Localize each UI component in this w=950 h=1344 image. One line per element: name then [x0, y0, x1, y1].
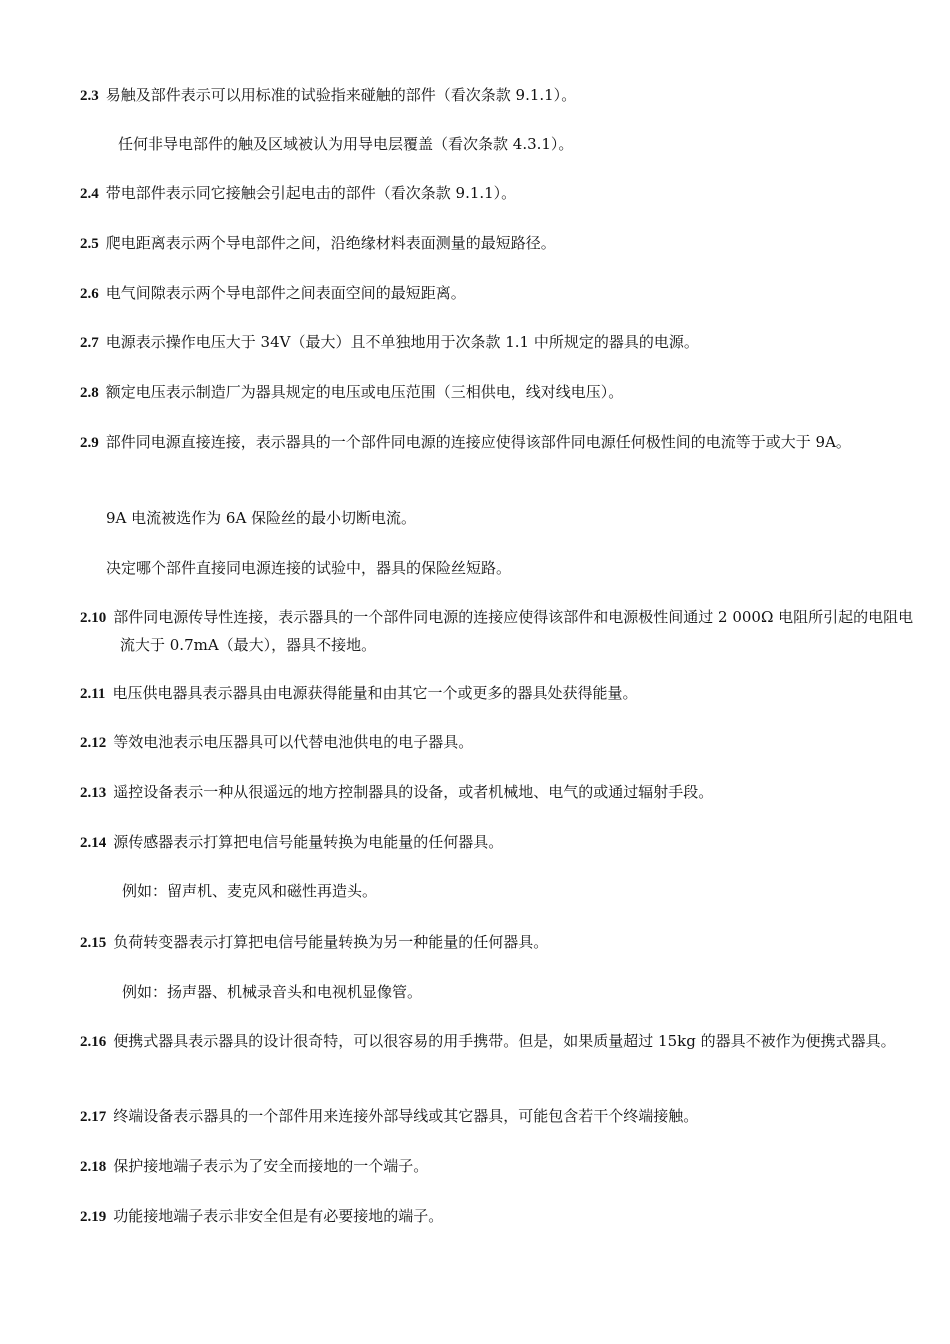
- clause-number: 2.13: [80, 785, 107, 801]
- note-text: 决定哪个部件直接同电源连接的试验中，器具的保险丝短路。: [106, 559, 512, 577]
- clause-text: 易触及部件表示可以用标准的试验指来碰触的部件（看次条款 9.1.1）。: [105, 86, 577, 104]
- clause-text: 负荷转变器表示打算把电信号能量转换为另一种能量的任何器具。: [113, 933, 549, 951]
- clause-number: 2.6: [80, 286, 99, 302]
- clause-2-12: [80, 729, 915, 757]
- clause-2-11: [80, 680, 915, 708]
- clause-2-6: [80, 280, 909, 308]
- clause-number: 2.8: [80, 385, 99, 401]
- clause-2-9: [80, 429, 909, 457]
- clause-2-15-example: [122, 979, 877, 1006]
- clause-2-4: [80, 180, 909, 208]
- clause-text: 遥控设备表示一种从很遥远的地方控制器具的设备，或者机械地、电气的或通过辐射手段。: [113, 783, 714, 801]
- clause-2-3-note: [118, 131, 878, 158]
- clause-text: 源传感器表示打算把电信号能量转换为电能量的任何器具。: [113, 833, 504, 851]
- clause-number: 2.14: [80, 835, 107, 851]
- note-text: 任何非导电部件的触及区域被认为用导电层覆盖（看次条款 4.3.1）。: [118, 135, 574, 153]
- clause-text: 带电部件表示同它接触会引起电击的部件（看次条款 9.1.1）。: [105, 184, 517, 202]
- clause-2-18: [80, 1153, 915, 1181]
- clause-2-8: [80, 379, 909, 407]
- clause-number: 2.17: [80, 1109, 107, 1125]
- clause-2-15: [80, 929, 915, 957]
- clause-text: 便携式器具表示器具的设计很奇特，可以很容易的用手携带。但是，如果质量超过 15kg 的器具不被作为便携式器具。: [113, 1032, 896, 1050]
- note-text: 9A 电流被选作为 6A 保险丝的最小切断电流。: [106, 509, 417, 527]
- clause-2-9-note-1: [106, 505, 876, 532]
- clause-2-17: [80, 1103, 915, 1131]
- clause-number: 2.16: [80, 1034, 107, 1050]
- clause-text: 额定电压表示制造厂为器具规定的电压或电压范围（三相供电，线对线电压）。: [105, 383, 624, 401]
- clause-number: 2.19: [80, 1209, 107, 1225]
- clause-text: 电气间隙表示两个导电部件之间表面空间的最短距离。: [105, 284, 466, 302]
- clause-number: 2.7: [80, 335, 99, 351]
- clause-text: 爬电距离表示两个导电部件之间，沿绝缘材料表面测量的最短路径。: [105, 234, 556, 252]
- clause-2-19: [80, 1203, 915, 1231]
- clause-number: 2.9: [80, 435, 99, 451]
- clause-2-14-example: [122, 878, 877, 905]
- clause-number: 2.18: [80, 1159, 107, 1175]
- clause-2-7: [80, 329, 909, 357]
- example-text: 例如：扬声器、机械录音头和电视机显像管。: [122, 983, 423, 1001]
- clause-number: 2.5: [80, 236, 99, 252]
- clause-2-5: [80, 230, 909, 258]
- clause-text: 保护接地端子表示为了安全而接地的一个端子。: [113, 1157, 429, 1175]
- clause-number: 2.4: [80, 186, 99, 202]
- clause-number: 2.3: [80, 88, 99, 104]
- clause-2-9-note-2: [106, 555, 876, 582]
- clause-text: 终端设备表示器具的一个部件用来连接外部导线或其它器具，可能包含若干个终端接触。: [113, 1107, 699, 1125]
- clause-2-13: [80, 779, 915, 807]
- clause-2-10: [80, 604, 915, 659]
- clause-text: 电源表示操作电压大于 34V（最大）且不单独地用于次条款 1.1 中所规定的器具的电源。: [105, 333, 699, 351]
- clause-number: 2.15: [80, 935, 107, 951]
- clause-number: 2.12: [80, 735, 107, 751]
- clause-2-14: [80, 829, 915, 857]
- clause-text: 部件同电源直接连接，表示器具的一个部件同电源的连接应使得该部件同电源任何极性间的电流等于或大于 9A。: [105, 433, 851, 451]
- clause-2-3: [80, 82, 909, 110]
- example-text: 例如：留声机、麦克风和磁性再造头。: [122, 882, 378, 900]
- clause-number: 2.10: [80, 610, 107, 626]
- clause-text: 部件同电源传导性连接，表示器具的一个部件同电源的连接应使得该部件和电源极性间通过 2 000Ω 电阻所引起的电阻电流大于 0.7mA（最大），器具不接地。: [113, 608, 914, 654]
- clause-text: 等效电池表示电压器具可以代替电池供电的电子器具。: [113, 733, 474, 751]
- clause-text: 功能接地端子表示非安全但是有必要接地的端子。: [113, 1207, 444, 1225]
- clause-2-16: [80, 1028, 915, 1056]
- clause-number: 2.11: [80, 686, 106, 702]
- clause-text: 电压供电器具表示器具由电源获得能量和由其它一个或更多的器具处获得能量。: [112, 684, 638, 702]
